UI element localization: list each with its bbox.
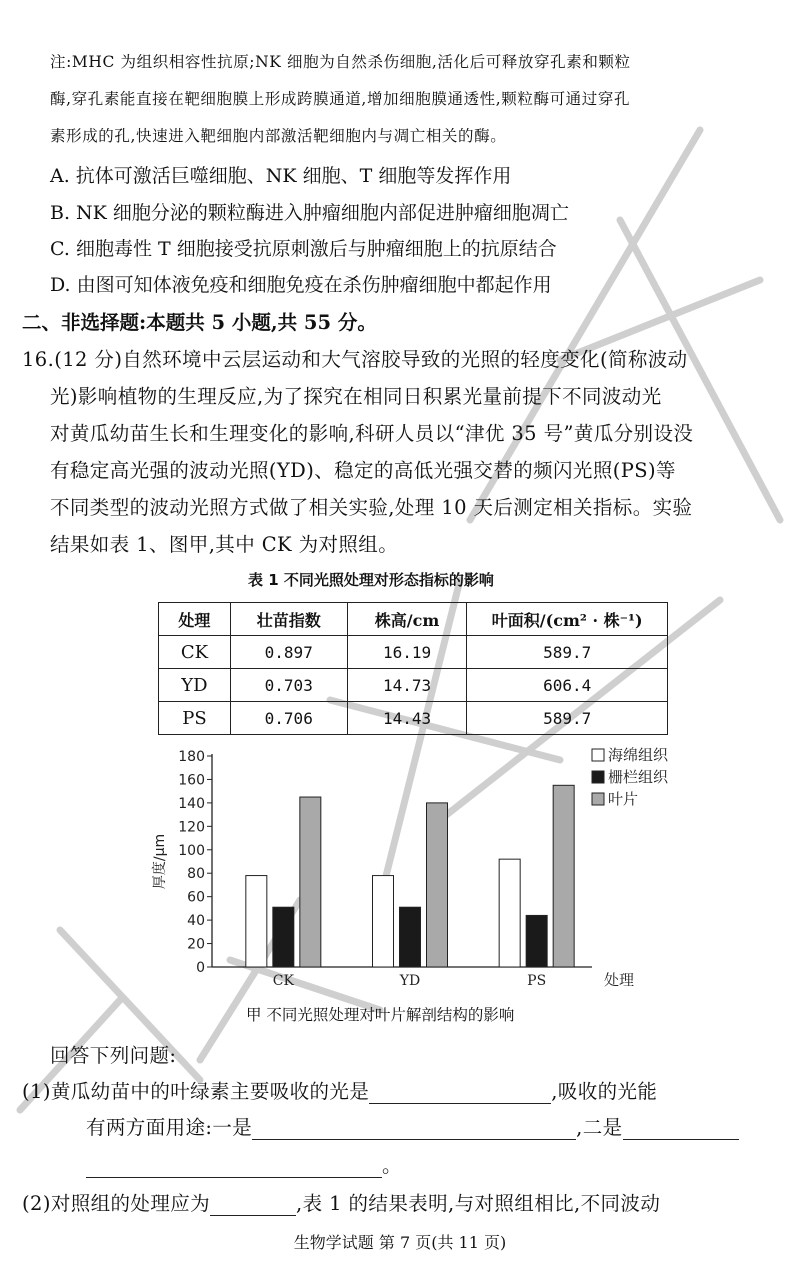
note-line-3: 素形成的孔,快速进入靶细胞内部激活靶细胞内与凋亡相关的酶。 — [50, 127, 507, 145]
bar-YD-叶片 — [427, 803, 448, 967]
note-line-2: 酶,穿孔素能直接在靶细胞膜上形成跨膜通道,增加细胞膜通透性,颗粒酶可通过穿孔 — [50, 90, 631, 108]
leaf-anatomy-chart — [140, 742, 700, 1002]
part-1-text: ,吸收的光能 — [551, 1080, 658, 1103]
part-2-prompt: (2)对照组的处理应为 — [22, 1192, 211, 1215]
option-d: D. 由图可知体液免疫和细胞免疫在杀伤肿瘤细胞中都起作用 — [50, 274, 552, 296]
y-tick-label: 0 — [196, 960, 205, 976]
answers-intro: 回答下列问题: — [50, 1044, 177, 1067]
bar-PS-栅栏组织 — [526, 915, 547, 967]
table-header: 处理 — [159, 603, 231, 636]
section-title: 二、非选择题:本题共 5 小题,共 55 分。 — [22, 311, 377, 334]
option-a: A. 抗体可激活巨噬细胞、NK 细胞、T 细胞等发挥作用 — [50, 165, 512, 187]
table-cell: 0.897 — [230, 636, 347, 669]
legend-swatch — [592, 793, 604, 805]
x-axis-label: 处理 — [604, 971, 635, 989]
legend-swatch — [592, 771, 604, 783]
table-caption: 表 1 不同光照处理对形态指标的影响 — [248, 571, 494, 589]
part-1-text: 。 — [382, 1154, 402, 1177]
y-tick-label: 140 — [178, 795, 205, 812]
table-row — [159, 636, 668, 669]
answer-blank[interactable] — [86, 1157, 382, 1178]
y-tick-label: 100 — [178, 842, 205, 859]
table-row — [159, 669, 668, 702]
part-1-line-2 — [86, 1112, 739, 1140]
y-axis-label: 厚度/μm — [152, 833, 168, 890]
answer-blank[interactable] — [369, 1083, 551, 1104]
part-2-text: ,表 1 的结果表明,与对照组相比,不同波动 — [296, 1192, 661, 1215]
question-16-line-4: 有稳定高光强的波动光照(YD)、稳定的高低光强交替的频闪光照(PS)等 — [50, 459, 676, 482]
part-2-line-1 — [22, 1188, 660, 1216]
x-tick-label: CK — [272, 973, 294, 989]
legend-swatch — [592, 749, 604, 761]
table-cell: 589.7 — [467, 636, 668, 669]
part-1-line-1 — [22, 1076, 657, 1104]
table-cell: CK — [159, 636, 231, 669]
table-cell: PS — [159, 702, 231, 735]
bar-YD-栅栏组织 — [400, 907, 421, 967]
y-tick-label: 80 — [187, 866, 205, 883]
question-16-line-5: 不同类型的波动光照方式做了相关实验,处理 10 天后测定相关指标。实验 — [50, 496, 693, 519]
y-tick-label: 60 — [187, 889, 205, 906]
bar-PS-海绵组织 — [499, 859, 520, 967]
y-tick-label: 40 — [187, 913, 205, 930]
note-line-1: 注:MHC 为组织相容性抗原;NK 细胞为自然杀伤细胞,活化后可释放穿孔素和颗粒 — [50, 53, 631, 71]
table-header: 株高/cm — [347, 603, 467, 636]
y-tick-label: 120 — [178, 819, 205, 836]
y-tick-label: 160 — [178, 772, 205, 789]
answer-blank[interactable] — [623, 1119, 739, 1140]
table-header: 叶面积/(cm² · 株⁻¹) — [467, 603, 668, 636]
bar-YD-海绵组织 — [373, 876, 394, 967]
legend-label: 栅栏组织 — [608, 768, 669, 786]
chart-caption: 甲 不同光照处理对叶片解剖结构的影响 — [246, 1006, 515, 1024]
bar-CK-栅栏组织 — [273, 907, 294, 967]
question-16-line-3: 对黄瓜幼苗生长和生理变化的影响,科研人员以“津优 35 号”黄瓜分别设没 — [50, 422, 694, 445]
morphology-table — [158, 602, 668, 735]
part-1-text: ,二是 — [576, 1116, 623, 1139]
table-cell: 606.4 — [467, 669, 668, 702]
answer-blank[interactable] — [210, 1195, 296, 1216]
answer-blank[interactable] — [252, 1119, 576, 1140]
page-footer: 生物学试题 第 7 页(共 11 页) — [293, 1233, 507, 1252]
table-header: 壮苗指数 — [230, 603, 347, 636]
table-cell: YD — [159, 669, 231, 702]
table-header-row — [159, 603, 668, 636]
x-tick-label: PS — [527, 973, 547, 989]
part-1-prompt: (1)黄瓜幼苗中的叶绿素主要吸收的光是 — [22, 1080, 370, 1103]
table-cell: 16.19 — [347, 636, 467, 669]
part-1-line-3 — [86, 1150, 402, 1178]
legend-label: 叶片 — [608, 790, 639, 808]
table-cell: 14.73 — [347, 669, 467, 702]
bar-PS-叶片 — [553, 785, 574, 967]
y-tick-label: 180 — [178, 749, 205, 765]
table-cell: 0.703 — [230, 669, 347, 702]
question-16-line-1: 16.(12 分)自然环境中云层运动和大气溶胶导致的光照的轻度变化(简称波动 — [22, 348, 688, 371]
question-16-line-2: 光)影响植物的生理反应,为了探究在相同日积累光量前提下不同波动光 — [50, 385, 662, 408]
bar-CK-海绵组织 — [246, 876, 267, 967]
y-tick-label: 20 — [187, 936, 205, 953]
table-row — [159, 702, 668, 735]
question-16-line-6: 结果如表 1、图甲,其中 CK 为对照组。 — [50, 533, 399, 556]
legend-label: 海绵组织 — [608, 746, 669, 764]
part-1-text: 有两方面用途:一是 — [86, 1116, 253, 1139]
table-cell: 14.43 — [347, 702, 467, 735]
option-b: B. NK 细胞分泌的颗粒酶进入肿瘤细胞内部促进肿瘤细胞凋亡 — [50, 202, 569, 224]
x-tick-label: YD — [399, 973, 421, 989]
option-c: C. 细胞毒性 T 细胞接受抗原刺激后与肿瘤细胞上的抗原结合 — [50, 238, 557, 260]
table-cell: 589.7 — [467, 702, 668, 735]
bar-CK-叶片 — [300, 797, 321, 967]
table-cell: 0.706 — [230, 702, 347, 735]
